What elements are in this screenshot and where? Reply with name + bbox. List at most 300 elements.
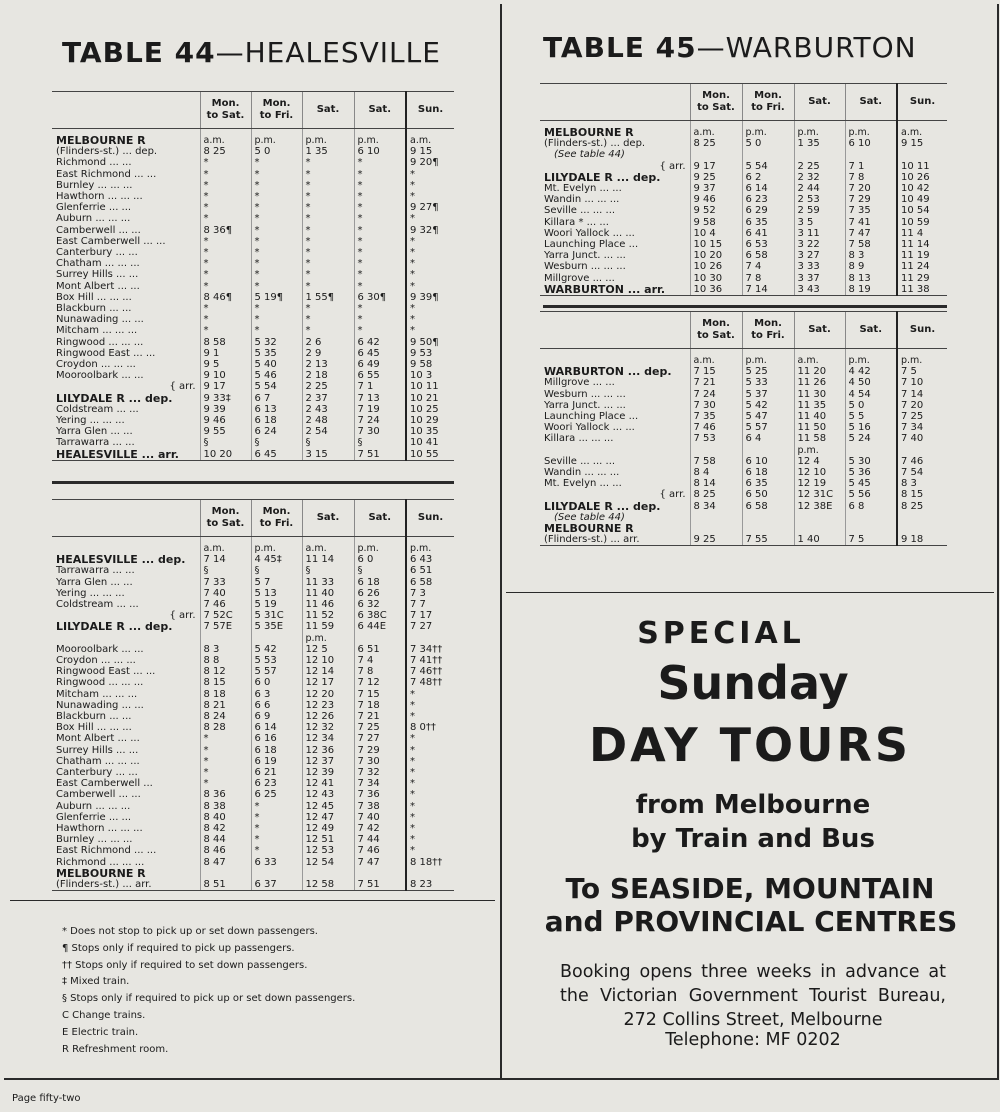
time-cell: * [354, 269, 406, 280]
time-cell: 6 30¶ [354, 292, 406, 303]
timetable-row [540, 501, 947, 512]
time-cell: 12 17 [302, 677, 354, 688]
timetable-row [540, 183, 947, 194]
timetable-row [52, 325, 454, 336]
table44-inbound-timetable [52, 499, 454, 891]
time-cell [794, 512, 845, 523]
column-header: Sat. [354, 92, 406, 129]
time-cell: a.m. [200, 543, 251, 554]
station-name: Mooroolbark ... ... [56, 370, 144, 382]
time-cell: 6 41 [742, 228, 794, 239]
time-cell: 10 55 [406, 449, 454, 461]
timetable-row [52, 778, 454, 789]
station-name: MELBOURNE R [56, 867, 146, 880]
timetable-row [52, 711, 454, 722]
time-cell: * [251, 281, 302, 292]
time-cell: 7 1 [845, 161, 897, 172]
timetable-row [52, 577, 454, 588]
station-name: Auburn ... ... ... [56, 800, 131, 812]
footnote: ‡ Mixed train. [62, 976, 130, 988]
time-cell [742, 149, 794, 160]
time-cell: 7 30 [690, 400, 742, 411]
time-cell: 10 36 [690, 284, 742, 296]
time-cell [845, 445, 897, 456]
time-cell: p.m. [302, 633, 354, 644]
timetable-row [52, 157, 454, 168]
time-cell: 7 20 [845, 183, 897, 194]
station-name: Millgrove ... ... [544, 272, 615, 284]
time-cell: 8 25 [690, 489, 742, 500]
time-cell: 11 40 [302, 588, 354, 599]
time-cell: 8 42 [200, 823, 251, 834]
time-cell: 6 43 [406, 554, 454, 565]
time-cell: * [354, 303, 406, 314]
timetable-row [52, 213, 454, 224]
time-cell: 12 10 [302, 655, 354, 666]
time-cell: * [354, 281, 406, 292]
header-station-blank [540, 84, 690, 121]
time-cell: 8 8 [200, 655, 251, 666]
time-cell: 6 55 [354, 370, 406, 381]
station-name: Surrey Hills ... ... [56, 269, 139, 281]
time-cell: 6 19 [251, 756, 302, 767]
time-cell: 8 15 [897, 489, 947, 500]
station-name [540, 445, 690, 456]
time-cell: p.m. [794, 127, 845, 138]
station-name: Killara * ... ... [544, 216, 609, 228]
table45-name: —WARBURTON [696, 31, 917, 64]
time-cell: 7 46†† [406, 666, 454, 677]
time-cell: * [200, 303, 251, 314]
time-cell: * [200, 745, 251, 756]
station-name: { arr. [659, 160, 686, 172]
time-cell: * [200, 213, 251, 224]
column-header: Mon. to Sat. [200, 92, 251, 129]
footnote: ¶ Stops only if required to pick up passengers. [62, 942, 295, 954]
time-cell: * [406, 247, 454, 258]
time-cell: 3 15 [302, 449, 354, 461]
time-cell: 7 46 [897, 456, 947, 467]
time-cell: 8 36 [200, 789, 251, 800]
time-cell: 6 23 [251, 778, 302, 789]
station-name: East Camberwell ... [56, 778, 153, 790]
time-cell: 6 49 [354, 359, 406, 370]
time-cell: § [302, 437, 354, 448]
time-cell: 8 25 [200, 146, 251, 157]
column-header: Mon. to Fri. [251, 500, 302, 537]
station-name: Killara ... ... ... [544, 433, 614, 445]
time-cell: 9 58 [690, 217, 742, 228]
time-cell: 11 19 [897, 250, 947, 261]
station-name: Seville ... ... ... [544, 455, 616, 467]
time-cell: a.m. [200, 135, 251, 146]
time-cell: * [406, 258, 454, 269]
time-cell: * [354, 202, 406, 213]
time-cell: 7 46 [690, 422, 742, 433]
time-cell: 6 32 [354, 599, 406, 610]
time-cell: 9 32¶ [406, 225, 454, 236]
column-header: Mon. to Sat. [690, 84, 742, 121]
time-cell: 12 26 [302, 711, 354, 722]
time-cell: p.m. [354, 543, 406, 554]
header-station-blank [52, 500, 200, 537]
timetable-row [52, 554, 454, 565]
time-cell: 7 29 [354, 745, 406, 756]
time-cell: 5 19 [251, 599, 302, 610]
time-cell: 6 9 [251, 711, 302, 722]
time-cell: 9 46 [690, 194, 742, 205]
time-cell: 10 20 [690, 250, 742, 261]
time-cell: 5 35E [251, 621, 302, 632]
time-cell: 7 32 [354, 767, 406, 778]
time-cell: 8 25 [897, 501, 947, 512]
time-cell: * [251, 834, 302, 845]
time-cell: 6 18 [251, 415, 302, 426]
time-cell: * [406, 314, 454, 325]
time-cell: 6 8 [845, 501, 897, 512]
station-name: Nunawading ... ... [56, 699, 144, 711]
time-cell: 5 35 [251, 348, 302, 359]
time-cell: * [302, 157, 354, 168]
time-cell: 6 14 [251, 722, 302, 733]
time-cell: 2 25 [794, 161, 845, 172]
time-cell: 6 51 [406, 565, 454, 576]
station-name: LILYDALE R ... dep. [56, 392, 173, 404]
station-name: Burnley ... ... ... [56, 834, 133, 846]
time-cell: 11 58 [794, 433, 845, 444]
time-cell: 6 4 [742, 433, 794, 444]
time-cell: * [406, 733, 454, 744]
time-cell: 6 42 [354, 337, 406, 348]
time-cell: * [251, 169, 302, 180]
time-cell: 7 5 [897, 366, 947, 377]
time-cell [845, 149, 897, 160]
time-cell: * [251, 258, 302, 269]
timetable-row [52, 655, 454, 666]
time-cell [354, 868, 406, 879]
timetable-row [52, 225, 454, 236]
notes-separator [10, 900, 495, 901]
station-name: Chatham ... ... ... [56, 755, 140, 767]
time-cell: 9 39¶ [406, 292, 454, 303]
footnote: § Stops only if required to pick up or set down passengers. [62, 993, 356, 1005]
time-cell: * [302, 314, 354, 325]
time-cell: 6 58 [742, 501, 794, 512]
time-cell: 9 50¶ [406, 337, 454, 348]
station-name: Hawthorn ... ... ... [56, 191, 143, 203]
time-cell [406, 868, 454, 879]
time-cell: 2 48 [302, 415, 354, 426]
time-cell: * [354, 213, 406, 224]
time-cell: 9 5 [200, 359, 251, 370]
time-cell: 3 33 [794, 261, 845, 272]
timetable-row [540, 273, 947, 284]
station-name [52, 633, 200, 644]
timetable-row [52, 348, 454, 359]
station-name: Yarra Junct. ... ... [544, 399, 626, 411]
timetable-row [52, 146, 454, 157]
time-cell: * [251, 801, 302, 812]
time-cell: a.m. [794, 355, 845, 366]
time-cell: * [200, 325, 251, 336]
time-cell: 12 47 [302, 812, 354, 823]
station-name: Blackburn ... ... [56, 303, 132, 315]
time-cell: 7 20 [897, 400, 947, 411]
time-cell [406, 633, 454, 644]
time-cell: * [302, 202, 354, 213]
ad-provincial: and PROVINCIAL CENTRES [544, 905, 958, 938]
timetable-row [540, 478, 947, 489]
time-cell: 6 10 [845, 138, 897, 149]
time-cell: 7 46 [354, 845, 406, 856]
time-cell: 5 25 [742, 366, 794, 377]
station-name: Richmond ... ... ... [56, 856, 145, 868]
station-name: MELBOURNE R [544, 523, 634, 535]
time-cell: 4 50 [845, 377, 897, 388]
timetable-row [52, 812, 454, 823]
station-name: Seville ... ... ... [544, 205, 616, 217]
timetable-row [540, 250, 947, 261]
time-cell: 8 15 [200, 677, 251, 688]
time-cell: 10 20 [200, 449, 251, 461]
time-cell: 7 41†† [406, 655, 454, 666]
time-cell: 3 22 [794, 239, 845, 250]
time-cell: 8 58 [200, 337, 251, 348]
time-cell: 12 58 [302, 879, 354, 891]
time-cell: * [302, 281, 354, 292]
timetable-row [540, 422, 947, 433]
timetable-row [52, 677, 454, 688]
station-name: WARBURTON ... dep. [544, 366, 672, 378]
timetable-row [52, 633, 454, 644]
time-cell: 7 3 [406, 588, 454, 599]
ad-seaside: To SEASIDE, MOUNTAIN [565, 872, 935, 905]
time-cell: 5 54 [742, 161, 794, 172]
time-cell: 8 25 [690, 138, 742, 149]
station-name: Yarra Glen ... ... [56, 576, 133, 588]
timetable-row [52, 722, 454, 733]
time-cell: * [406, 325, 454, 336]
time-cell: * [200, 169, 251, 180]
station-name: Yarra Junct. ... ... [544, 250, 626, 262]
time-cell: 7 27 [406, 621, 454, 632]
time-cell: * [354, 247, 406, 258]
time-cell: 12 38E [794, 501, 845, 512]
column-header: Sat. [845, 312, 897, 349]
station-name: (Flinders-st.) ... dep. [56, 146, 158, 158]
timetable-row [52, 666, 454, 677]
time-cell: 7 7 [406, 599, 454, 610]
time-cell: 7 10 [897, 377, 947, 388]
time-cell: * [302, 303, 354, 314]
time-cell: * [200, 236, 251, 247]
time-cell: 7 53 [690, 433, 742, 444]
time-cell: 8 46 [200, 845, 251, 856]
ad-telephone: Telephone: MF 0202 [665, 1030, 841, 1050]
station-name: Wesburn ... ... ... [544, 388, 626, 400]
time-cell: * [406, 281, 454, 292]
time-cell: * [251, 303, 302, 314]
time-cell: 1 35 [302, 146, 354, 157]
station-name [540, 355, 690, 366]
time-cell: 7 35 [845, 205, 897, 216]
time-cell: 11 50 [794, 422, 845, 433]
time-cell: 2 9 [302, 348, 354, 359]
station-name: Woori Yallock ... ... [544, 422, 635, 434]
time-cell: 9 25 [690, 534, 742, 546]
time-cell: 12 34 [302, 733, 354, 744]
time-cell: * [302, 180, 354, 191]
timetable-row [52, 202, 454, 213]
time-cell: 12 20 [302, 689, 354, 700]
time-cell: * [251, 845, 302, 856]
timetable-row [52, 857, 454, 868]
timetable-row [52, 258, 454, 269]
station-name: Ringwood ... ... ... [56, 336, 144, 348]
time-cell: 9 17 [690, 161, 742, 172]
time-cell: 4 42 [845, 366, 897, 377]
time-cell: 8 3 [897, 478, 947, 489]
time-cell: 12 23 [302, 700, 354, 711]
time-cell: 12 31C [794, 489, 845, 500]
time-cell: 2 18 [302, 370, 354, 381]
time-cell: 7 1 [354, 381, 406, 392]
time-cell: 7 24 [354, 415, 406, 426]
station-name: Canterbury ... ... [56, 767, 138, 779]
time-cell: * [251, 225, 302, 236]
time-cell: 7 51 [354, 449, 406, 461]
time-cell: 5 42 [251, 644, 302, 655]
station-name: East Richmond ... ... [56, 168, 157, 180]
timetable-row [540, 489, 947, 500]
time-cell: 7 13 [354, 393, 406, 404]
time-cell: 6 7 [251, 393, 302, 404]
time-cell: 7 34†† [406, 644, 454, 655]
time-cell: 10 54 [897, 205, 947, 216]
time-cell: * [200, 180, 251, 191]
time-cell [200, 633, 251, 644]
time-cell: 11 24 [897, 261, 947, 272]
right-border [997, 4, 999, 1079]
time-cell: 7 5 [845, 534, 897, 546]
time-cell: * [200, 202, 251, 213]
time-cell: 8 14 [690, 478, 742, 489]
time-cell: 7 33 [200, 577, 251, 588]
time-cell: 12 54 [302, 857, 354, 868]
time-cell: 10 21 [406, 393, 454, 404]
time-cell: 10 11 [897, 161, 947, 172]
ad-booking-info: Booking opens three weeks in advance at the Victorian Government Tourist Bureau, 272 Collins Street, Melbourne [560, 962, 946, 1030]
time-cell: 8 18 [200, 689, 251, 700]
footnote: C Change trains. [62, 1009, 146, 1021]
time-cell: 7 14 [200, 554, 251, 565]
time-cell: 6 33 [251, 857, 302, 868]
time-cell: 8 9 [845, 261, 897, 272]
header-station-blank [540, 312, 690, 349]
timetable-row [540, 377, 947, 388]
time-cell: 8 28 [200, 722, 251, 733]
time-cell: 9 46 [200, 415, 251, 426]
timetable-row [52, 381, 454, 392]
station-name: { arr. [169, 381, 196, 393]
ad-special: SPECIAL [637, 616, 805, 651]
column-header: Sat. [302, 500, 354, 537]
ad-separator [506, 592, 994, 593]
timetable-row [540, 389, 947, 400]
time-cell: * [354, 225, 406, 236]
time-cell: 8 3 [845, 250, 897, 261]
time-cell: § [251, 565, 302, 576]
time-cell: 9 37 [690, 183, 742, 194]
time-cell: 5 32 [251, 337, 302, 348]
station-name: Mitcham ... ... ... [56, 325, 138, 337]
time-cell: 8 38 [200, 801, 251, 812]
station-name: Chatham ... ... ... [56, 258, 140, 270]
time-cell: * [354, 325, 406, 336]
time-cell: 6 6 [251, 700, 302, 711]
timetable-row [52, 236, 454, 247]
time-cell: 8 23 [406, 879, 454, 891]
time-cell: 11 40 [794, 411, 845, 422]
time-cell: * [406, 191, 454, 202]
station-name: Millgrove ... ... [544, 377, 615, 389]
time-cell: * [354, 157, 406, 168]
timetable-row [540, 149, 947, 160]
timetable-row [52, 426, 454, 437]
time-cell: 7 29 [845, 194, 897, 205]
timetable-row [540, 534, 947, 546]
station-name: Mitcham ... ... ... [56, 688, 138, 700]
time-cell: * [302, 325, 354, 336]
station-name: Box Hill ... ... ... [56, 722, 132, 734]
time-cell [690, 512, 742, 523]
timetable-row [540, 205, 947, 216]
time-cell: 6 38C [354, 610, 406, 621]
time-cell: 6 58 [406, 577, 454, 588]
time-cell: 2 32 [794, 172, 845, 183]
time-cell: * [354, 169, 406, 180]
time-cell: 12 10 [794, 467, 845, 478]
timetable-row [52, 834, 454, 845]
time-cell: 7 40 [354, 812, 406, 823]
station-name: Burnley ... ... ... [56, 179, 133, 191]
time-cell: 2 59 [794, 205, 845, 216]
time-cell: * [406, 789, 454, 800]
time-cell: 6 45 [354, 348, 406, 359]
timetable-row [52, 359, 454, 370]
station-name: Ringwood ... ... ... [56, 677, 144, 689]
time-cell [251, 633, 302, 644]
time-cell: * [251, 325, 302, 336]
time-cell: * [302, 191, 354, 202]
column-header: Sun. [897, 84, 947, 121]
time-cell: 5 36 [845, 467, 897, 478]
time-cell: 12 37 [302, 756, 354, 767]
time-cell: 8 51 [200, 879, 251, 891]
time-cell: 11 52 [302, 610, 354, 621]
time-cell: 12 5 [302, 644, 354, 655]
station-name: Ringwood East ... ... [56, 347, 156, 359]
time-cell: p.m. [302, 135, 354, 146]
station-name: Mooroolbark ... ... [56, 643, 144, 655]
time-cell: 5 53 [251, 655, 302, 666]
time-cell: 7 40 [200, 588, 251, 599]
time-cell: 7 55 [742, 534, 794, 546]
station-name: LILYDALE R ... dep. [544, 500, 661, 512]
time-cell: 1 35 [794, 138, 845, 149]
time-cell: 5 46 [251, 370, 302, 381]
column-header: Sun. [897, 312, 947, 349]
